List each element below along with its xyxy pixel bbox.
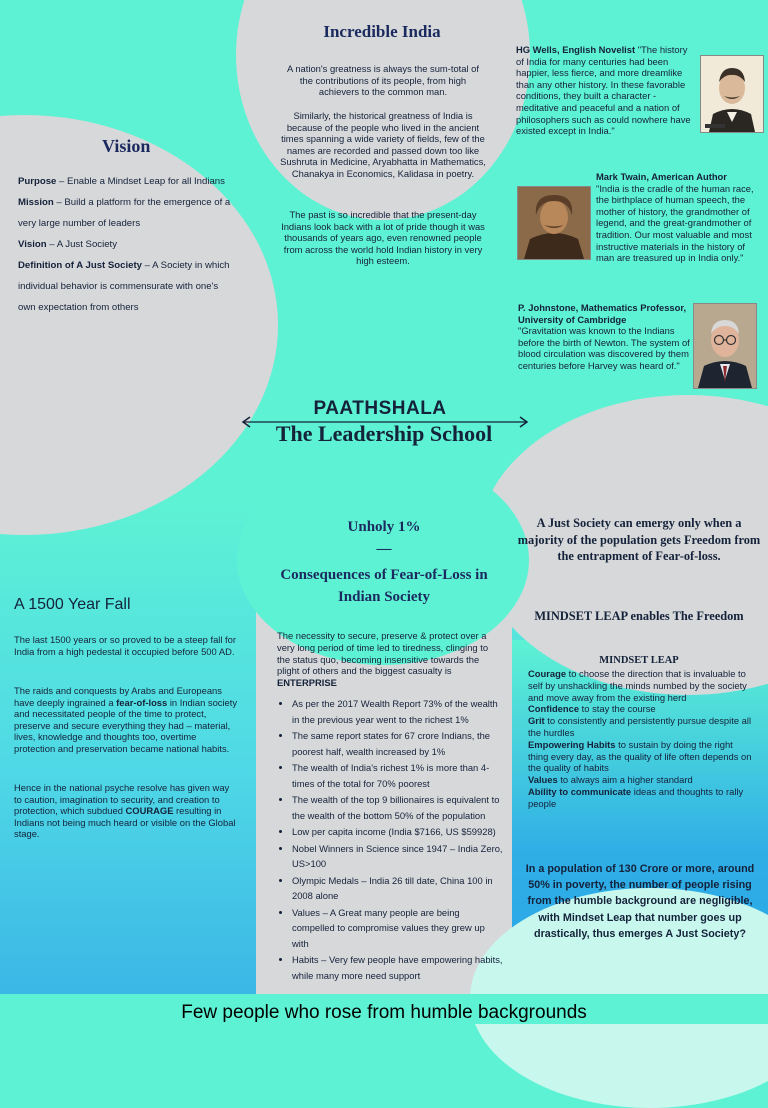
mindset-leap-list <box>528 668 752 810</box>
stat-list-item: • The same report states for 67 crore Indians, the poorest half, wealth increased by 1% <box>292 728 504 759</box>
stat-list-item: • Nobel Winners in Science since 1947 – India Zero, US>100 <box>292 841 504 872</box>
incredible-para-1: A nation's greatness is always the sum-total of the contributions of its people, from high achievers to the common man. <box>287 63 479 98</box>
vision-just-society: Definition of A Just Society – A Society in which <box>18 260 230 271</box>
stat-list-item: • Low per capita income (India $7166, US $59928) <box>292 824 504 840</box>
mindset-item: Empowering Habits to sustain by doing the right thing every day, as the quality of life often depends on the quality of habits <box>528 738 752 774</box>
mindset-item: Grit to consistently and persistently pursue despite all the hurdles <box>528 715 752 738</box>
unholy-intro: The necessity to secure, preserve & protect over a very long period of time led to tiredness, clinging to the status quo, becoming insensitive towards the plight of others and the biggest casualty is ENTERPRISE <box>277 630 489 689</box>
fall-para-2: The raids and conquests by Arabs and Europeans have deeply ingrained a fear-of-loss in Indian society and necessitated people of the time to protect, preserve and secure everything they had – material, lives, knowledge and thoughts too, overtime protection and preservation became national habits. <box>14 685 238 754</box>
vision-vision: Vision – A Just Society <box>18 239 118 250</box>
fall-title: A 1500 Year Fall <box>14 596 131 613</box>
brand-tagline: The Leadership School <box>275 421 493 446</box>
unholy-subtitle: Consequences of Fear-of-Loss in Indian Society <box>280 567 488 605</box>
fall-para-1: The last 1500 years or so proved to be a steep fall for India from a high pedestal it occupied before 500 AD. <box>14 634 237 657</box>
incredible-para-3: The past is so incredible that the present-day Indians look back with a lot of pride though it was thousands of years ago, even renowned people from across the world hold Indian history in very high esteem. <box>281 209 485 267</box>
stat-list-item: • Habits – Very few people have empowering habits, while many more need support <box>292 952 504 983</box>
quote-hg-wells: HG Wells, English Novelist "The history of India for many centuries had been happier, less fierce, and more dreamlike than any other history. In these favorable conditions, they built a character - meditative and peaceful and a nation of philosophers such as could nowhere have existed except in India." <box>516 44 691 137</box>
quote-mark-twain: Mark Twain, American Author "India is the cradle of the human race, the birthplace of human speech, the mother of history, the grandmother of legend, and the great-grandmother of tradition. Our most valuable and most instructive materials in the history of man are treasured up in India only." <box>596 171 754 264</box>
stat-list-item: • The wealth of the top 9 billionaires is equivalent to the wealth of the bottom 50% of the population <box>292 792 504 823</box>
fall-para-3: Hence in the national psyche resolve has given way to caution, imagination to security, and creation to protection, which subdued COURAGE resulting in Indians not being much heard or visible on the Global stage. <box>14 782 236 840</box>
mindset-item: Confidence to stay the course <box>528 703 656 715</box>
stat-list-item: • Olympic Medals – India 26 till date, China 100 in 2008 alone <box>292 873 504 904</box>
mindset-item: Courage to choose the direction that is invaluable to self by unshackling the minds numbed by the society and move away from the existing herd <box>528 668 747 703</box>
mark-twain-portrait <box>517 186 591 260</box>
vision-title: Vision <box>102 136 151 156</box>
mindset-leap-title: MINDSET LEAP <box>599 655 679 666</box>
just-society-headline: A Just Society can emergy only when a majority of the population gets Freedom from the entrapment of Fear-of-loss. <box>517 516 761 563</box>
stat-list-item: • Values – A Great many people are being compelled to compromise values they grew up with <box>292 905 504 952</box>
vision-just-society-cont-2: own expectation from others <box>18 302 139 313</box>
quote-p-johnstone: P. Johnstone, Mathematics Professor, University of Cambridge "Gravitation was known to the Indians before the birth of Newton. The system of blood circulation was discovered by them centuries before Harvey was heard of." <box>518 302 690 371</box>
unholy-dash: — <box>376 541 392 557</box>
incredible-para-2: Similarly, the historical greatness of India is because of the people who lived in the ancient times spanning a wide variety of fields, few of the names are recorded and passed down too like Sushruta in Medicine, Aryabhatta in Mathematics, Chanakya in Economics, Kalidasa in poetry. <box>280 110 486 179</box>
vision-mission: Mission – Build a platform for the emergence of a <box>18 197 231 208</box>
vision-purpose: Purpose – Enable a Mindset Leap for all Indians <box>18 176 225 187</box>
brand-name: PAATHSHALA <box>313 398 447 419</box>
hg-wells-portrait <box>700 55 764 133</box>
vision-just-society-cont-1: individual behavior is commensurate with one's <box>18 281 219 292</box>
population-statement: In a population of 130 Crore or more, around 50% in poverty, the number of people rising from the humble background are negligible, with Mindset Leap that number goes up drastically, thus emerges A Just Society? <box>525 863 755 940</box>
mindset-item: Ability to communicate ideas and thoughts to rally people <box>528 785 744 809</box>
p-johnstone-portrait <box>693 303 757 389</box>
stat-list-item: • The wealth of India's richest 1% is more than 4-times of the total for 70% poorest <box>292 760 504 791</box>
vision-mission-cont: very large number of leaders <box>18 218 141 229</box>
incredible-india-title: Incredible India <box>323 22 441 41</box>
footer-heading: Few people who rose from humble backgrounds <box>181 1002 587 1023</box>
unholy-stats-list <box>276 696 504 984</box>
mindset-item: Values to always aim a higher standard <box>528 774 693 786</box>
unholy-title: Unholy 1% <box>347 519 421 535</box>
stat-list-item: • As per the 2017 Wealth Report 73% of the wealth in the previous year went to the richest 1% <box>292 696 504 727</box>
mindset-freedom-line: MINDSET LEAP enables The Freedom <box>534 609 744 623</box>
